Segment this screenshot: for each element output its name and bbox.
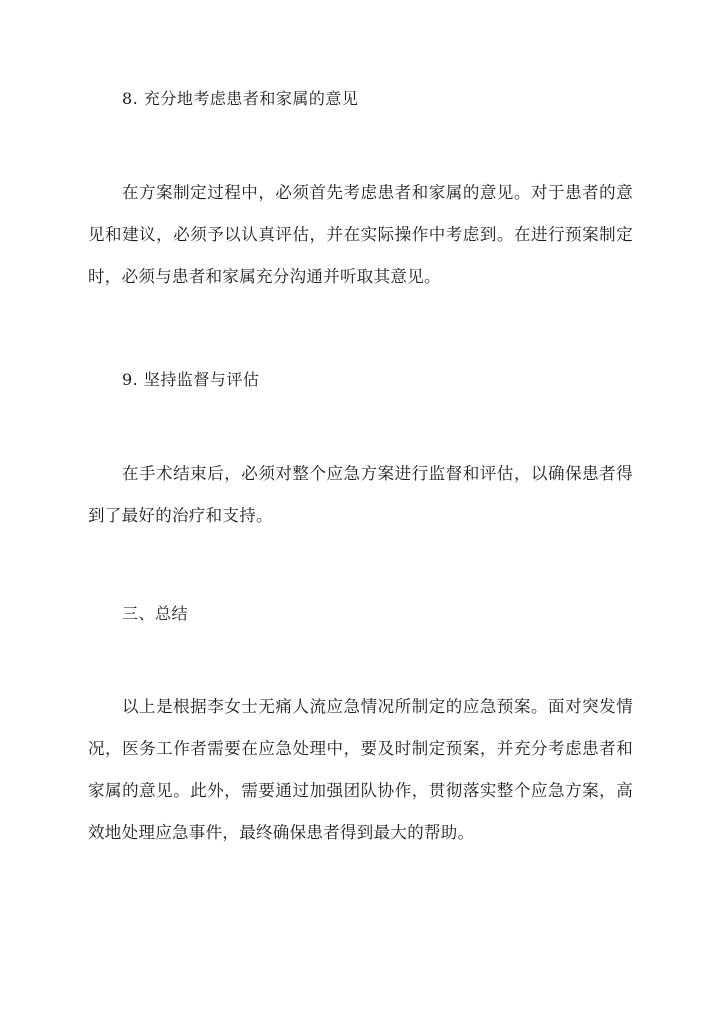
summary-heading: 三、总结 [122,604,189,623]
summary-paragraph: 以上是根据李女士无痛人流应急情况所制定的应急预案。面对突发情况，医务工作者需要在应急处理中，要及时制定预案，并充分考虑患者和家属的意见。此外，需要通过加强团队协作，贯彻落实整个应急方案，高效地处理应急事件，最终确保患者得到最大的帮助。 [88,697,633,842]
section-8-heading: 8. 充分地考虑患者和家属的意见 [122,89,359,108]
section-9-heading: 9. 坚持监督与评估 [122,370,260,389]
section-9-paragraph: 在手术结束后，必须对整个应急方案进行监督和评估，以确保患者得到了最好的治疗和支持。 [88,464,633,525]
section-8-paragraph: 在方案制定过程中，必须首先考虑患者和家属的意见。对于患者的意见和建议，必须予以认真评估，并在实际操作中考虑到。在进行预案制定时，必须与患者和家属充分沟通并听取其意见。 [88,183,633,286]
